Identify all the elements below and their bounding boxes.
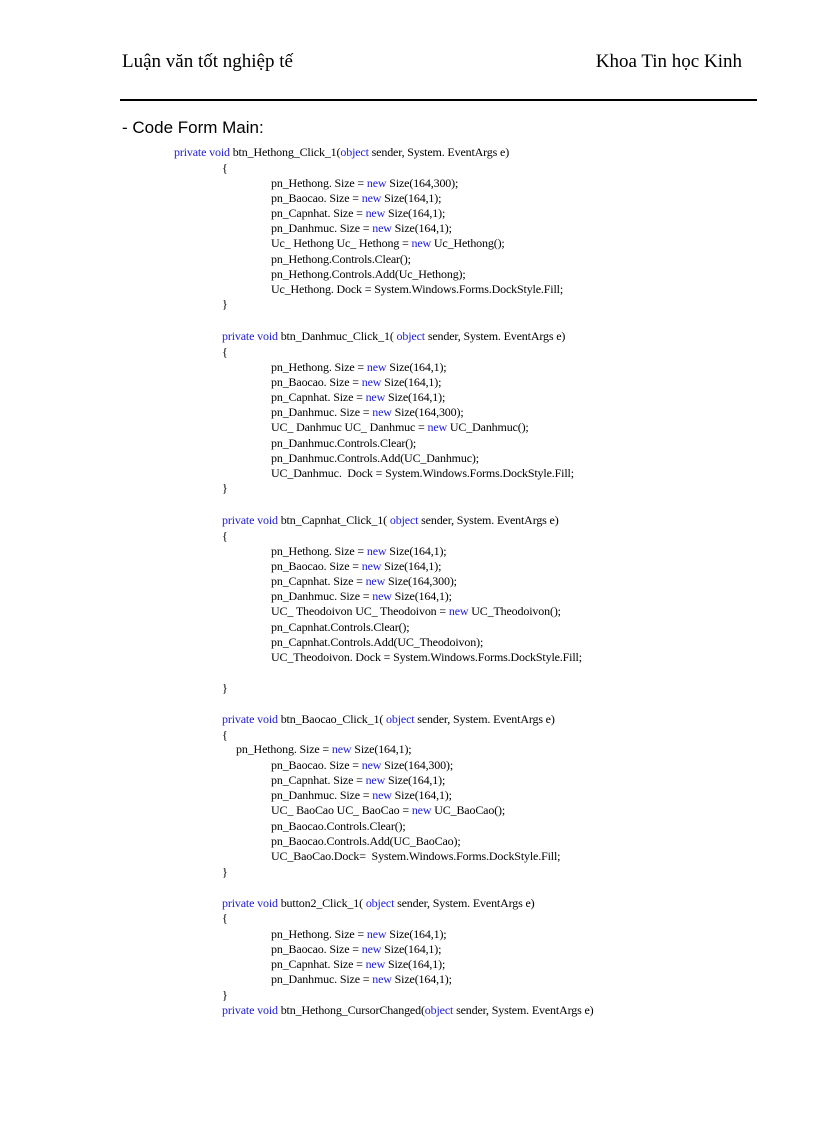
code-text: btn_Capnhat_Click_1( <box>277 513 390 527</box>
code-text: Size(164,300); <box>391 405 464 419</box>
code-text: UC_BaoCao.Dock= System.Windows.Forms.DockStyle.Fill; <box>271 849 561 863</box>
code-keyword: new <box>411 236 432 250</box>
code-keyword: new <box>361 191 382 205</box>
code-text: pn_Capnhat. Size = <box>271 390 366 404</box>
code-text: pn_Danhmuc. Size = <box>271 221 373 235</box>
code-line <box>222 1003 593 1018</box>
code-text: sender, System. EventArgs e) <box>418 513 559 527</box>
code-line <box>271 927 447 942</box>
code-keyword: new <box>372 788 392 802</box>
code-text: Uc_Hethong. Dock = System.Windows.Forms.DockStyle.Fill; <box>271 282 564 296</box>
code-text: Size(164,1); <box>391 221 452 235</box>
code-line <box>271 620 409 635</box>
code-text: Size(164,1); <box>391 788 452 802</box>
code-text: pn_Danhmuc.Controls.Clear(); <box>271 436 417 450</box>
code-text: btn_Hethong_Click_1( <box>229 145 341 159</box>
code-text: Size(164,1); <box>386 360 447 374</box>
code-keyword: object <box>365 896 395 910</box>
section-title: - Code Form Main: <box>122 118 264 137</box>
code-line <box>271 650 582 665</box>
code-keyword: new <box>372 589 392 603</box>
code-text: pn_Danhmuc. Size = <box>271 589 373 603</box>
code-text: sender, System. EventArgs e) <box>414 712 555 726</box>
code-line <box>222 513 559 528</box>
code-keyword: new <box>361 942 382 956</box>
code-text: pn_Capnhat. Size = <box>271 957 366 971</box>
code-keyword: new <box>361 559 382 573</box>
code-text: Size(164,1); <box>381 559 442 573</box>
code-text: pn_Baocao. Size = <box>271 559 362 573</box>
code-keyword: new <box>366 544 387 558</box>
code-line <box>271 574 457 589</box>
code-text: pn_Hethong. Size = <box>236 742 332 756</box>
code-keyword: private void <box>222 712 278 726</box>
code-text: sender, System. EventArgs e) <box>368 145 510 159</box>
code-text: pn_Capnhat. Size = <box>271 574 366 588</box>
code-text: pn_Capnhat. Size = <box>271 206 366 220</box>
code-line <box>271 252 411 267</box>
code-line <box>271 282 563 297</box>
code-line <box>271 559 441 574</box>
code-keyword: private void <box>174 145 230 159</box>
code-text: } <box>222 988 228 1002</box>
code-text: Size(164,1); <box>385 957 446 971</box>
code-text: Size(164,1); <box>391 589 452 603</box>
code-text: UC_BaoCao(); <box>431 803 506 817</box>
code-line <box>271 191 441 206</box>
code-keyword: private void <box>222 896 278 910</box>
code-text: { <box>222 161 228 175</box>
code-text: Size(164,1); <box>386 544 447 558</box>
code-line <box>271 834 461 849</box>
code-keyword: object <box>389 513 419 527</box>
code-line <box>174 145 509 160</box>
code-line <box>271 375 441 390</box>
code-text: pn_Danhmuc. Size = <box>271 972 373 986</box>
code-line <box>271 635 483 650</box>
code-keyword: new <box>365 957 386 971</box>
code-keyword: new <box>331 742 352 756</box>
code-line <box>236 742 412 757</box>
code-text: Size(164,1); <box>385 390 446 404</box>
code-line <box>222 161 228 176</box>
code-line <box>222 681 228 696</box>
code-line <box>271 236 505 251</box>
code-text: pn_Hethong. Size = <box>271 176 367 190</box>
code-line <box>222 911 228 926</box>
code-text: Size(164,1); <box>391 972 452 986</box>
code-text: Size(164,1); <box>351 742 412 756</box>
code-text: sender, System. EventArgs e) <box>394 896 535 910</box>
code-text: btn_Hethong_CursorChanged( <box>277 1003 425 1017</box>
code-text: Size(164,1); <box>385 206 446 220</box>
code-text: pn_Danhmuc. Size = <box>271 405 373 419</box>
code-text: Size(164,1); <box>385 773 446 787</box>
code-line <box>222 712 555 727</box>
code-text: { <box>222 728 228 742</box>
code-line <box>271 360 447 375</box>
code-text: Size(164,1); <box>381 942 442 956</box>
code-keyword: new <box>361 758 382 772</box>
code-text: UC_ Danhmuc UC_ Danhmuc = <box>271 420 428 434</box>
code-keyword: new <box>372 405 392 419</box>
code-keyword: new <box>427 420 448 434</box>
code-keyword: new <box>372 221 392 235</box>
code-line <box>271 589 452 604</box>
code-text: UC_ BaoCao UC_ BaoCao = <box>271 803 412 817</box>
code-line <box>271 604 561 619</box>
code-line <box>271 819 406 834</box>
header-rule <box>120 99 757 101</box>
code-keyword: new <box>366 360 387 374</box>
code-text: Size(164,300); <box>381 758 454 772</box>
code-keyword: new <box>365 390 386 404</box>
code-text: btn_Baocao_Click_1( <box>277 712 387 726</box>
code-keyword: new <box>411 803 432 817</box>
code-keyword: new <box>366 927 387 941</box>
code-text: UC_Theodoivon(); <box>468 604 561 618</box>
code-line <box>222 865 228 880</box>
code-text: UC_Danhmuc. Dock = System.Windows.Forms.DockStyle.Fill; <box>271 466 574 480</box>
code-text: pn_Capnhat.Controls.Add(UC_Theodoivon); <box>271 635 484 649</box>
code-line <box>271 451 479 466</box>
code-line <box>271 206 445 221</box>
code-text: pn_Baocao. Size = <box>271 191 362 205</box>
code-text: } <box>222 865 228 879</box>
code-text: UC_Danhmuc(); <box>447 420 529 434</box>
code-text: sender, System. EventArgs e) <box>453 1003 594 1017</box>
code-line <box>222 988 228 1003</box>
code-line <box>222 896 535 911</box>
code-text: Size(164,300); <box>386 176 459 190</box>
code-text: pn_Danhmuc. Size = <box>271 788 373 802</box>
code-text: pn_Baocao. Size = <box>271 758 362 772</box>
code-line <box>222 481 228 496</box>
code-text: pn_Hethong. Size = <box>271 927 367 941</box>
code-line <box>271 788 452 803</box>
code-text: button2_Click_1( <box>277 896 366 910</box>
code-text: pn_Capnhat. Size = <box>271 773 366 787</box>
code-text: pn_Capnhat.Controls.Clear(); <box>271 620 410 634</box>
code-line <box>222 345 228 360</box>
code-keyword: new <box>365 574 386 588</box>
code-line <box>271 405 464 420</box>
code-text: } <box>222 297 228 311</box>
code-text: pn_Hethong. Size = <box>271 544 367 558</box>
code-keyword: object <box>396 329 425 343</box>
code-line <box>271 267 466 282</box>
code-keyword: private void <box>222 329 278 343</box>
code-keyword: object <box>340 145 369 159</box>
code-keyword: private void <box>222 1003 278 1017</box>
code-text: sender, System. EventArgs e) <box>424 329 566 343</box>
code-text: pn_Danhmuc.Controls.Add(UC_Danhmuc); <box>271 451 479 465</box>
code-line <box>271 758 453 773</box>
code-text: pn_Hethong. Size = <box>271 360 367 374</box>
code-line <box>271 390 445 405</box>
code-line <box>271 221 452 236</box>
code-text: Uc_ Hethong Uc_ Hethong = <box>271 236 412 250</box>
code-line <box>271 972 452 987</box>
code-text: pn_Hethong.Controls.Add(Uc_Hethong); <box>271 267 466 281</box>
code-keyword: new <box>361 375 382 389</box>
code-line <box>222 728 228 743</box>
code-line <box>271 773 445 788</box>
header-right-title: Khoa Tin học Kinh <box>595 51 742 72</box>
code-line <box>271 942 441 957</box>
code-text: pn_Baocao. Size = <box>271 942 362 956</box>
code-text: { <box>222 345 228 359</box>
code-line <box>271 544 447 559</box>
code-text: UC_ Theodoivon UC_ Theodoivon = <box>271 604 449 618</box>
code-line <box>271 957 445 972</box>
code-keyword: object <box>424 1003 454 1017</box>
code-keyword: new <box>366 176 387 190</box>
code-text: Size(164,1); <box>381 191 442 205</box>
code-text: Size(164,1); <box>386 927 447 941</box>
header-left-title: Luận văn tốt nghiệp tế <box>122 51 293 72</box>
code-line <box>222 529 228 544</box>
code-line <box>271 420 529 435</box>
code-keyword: new <box>365 206 386 220</box>
code-text: { <box>222 911 228 925</box>
code-keyword: private void <box>222 513 278 527</box>
code-keyword: new <box>365 773 386 787</box>
code-line <box>222 297 228 312</box>
code-keyword: object <box>386 712 415 726</box>
code-text: pn_Hethong.Controls.Clear(); <box>271 252 411 266</box>
code-text: } <box>222 681 228 695</box>
code-text: Uc_Hethong(); <box>431 236 505 250</box>
code-line <box>271 466 574 481</box>
code-keyword: new <box>372 972 392 986</box>
code-line <box>271 436 416 451</box>
code-text: pn_Baocao. Size = <box>271 375 362 389</box>
code-line <box>271 176 458 191</box>
code-text: { <box>222 529 228 543</box>
code-text: UC_Theodoivon. Dock = System.Windows.Forms.DockStyle.Fill; <box>271 650 582 664</box>
code-text: pn_Baocao.Controls.Clear(); <box>271 819 406 833</box>
code-text: pn_Baocao.Controls.Add(UC_BaoCao); <box>271 834 461 848</box>
code-line <box>271 849 560 864</box>
code-line <box>271 803 505 818</box>
code-line <box>222 329 565 344</box>
code-text: } <box>222 481 228 495</box>
code-keyword: new <box>448 604 469 618</box>
code-text: Size(164,300); <box>385 574 457 588</box>
code-text: Size(164,1); <box>381 375 442 389</box>
code-text: btn_Danhmuc_Click_1( <box>277 329 397 343</box>
